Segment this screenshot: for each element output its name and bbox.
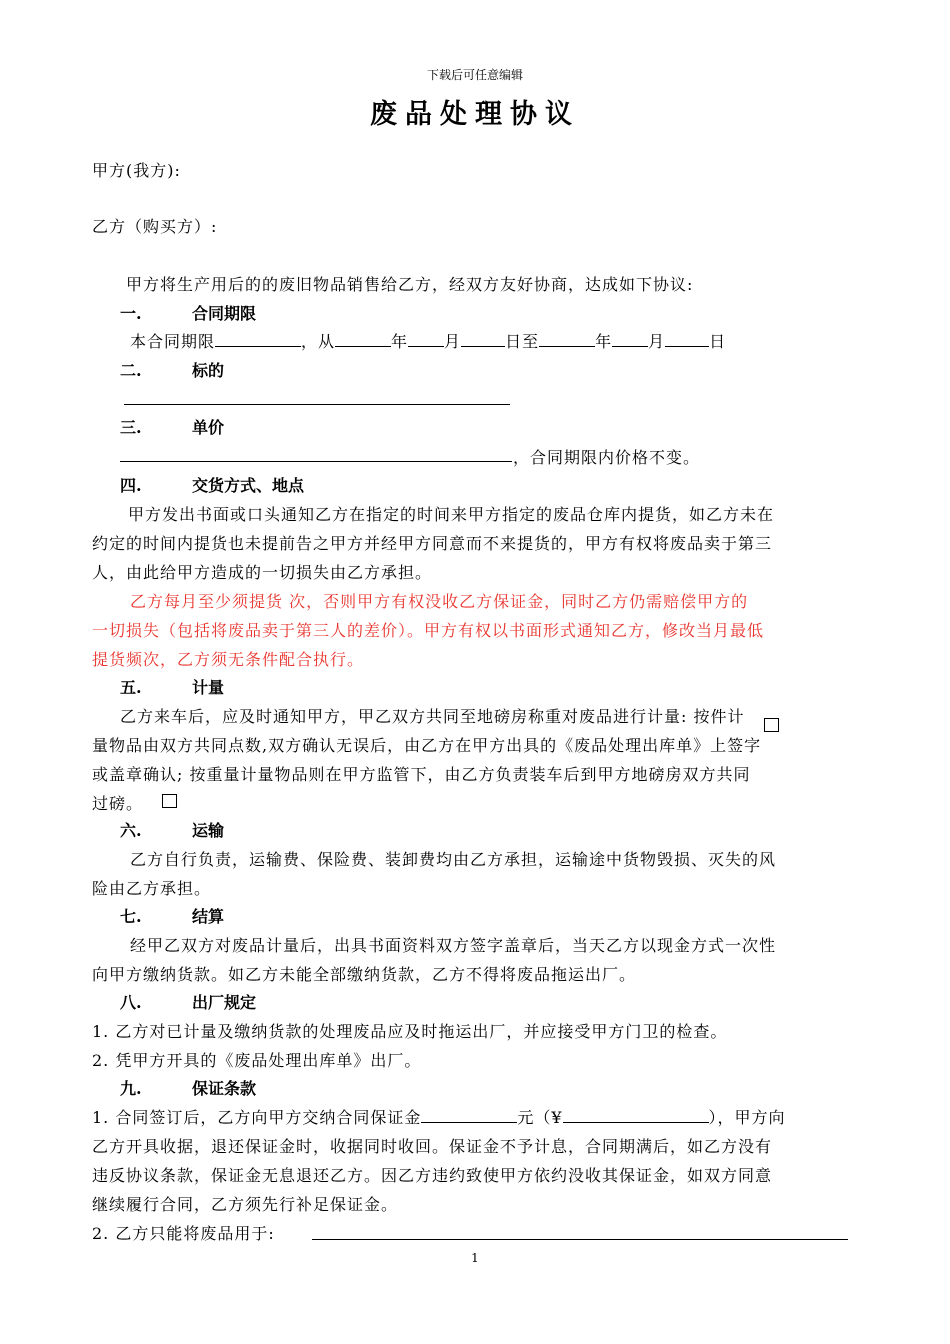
section-9-item-1-line-4: 继续履行合同，乙方须先行补足保证金。 [92,1195,399,1214]
deposit-amount-field[interactable] [421,1108,517,1123]
party-b-label: 乙方（购买方）: [92,217,218,236]
subject-blank-line[interactable] [124,404,510,405]
section-7-line-1: 经甲乙双方对废品计量后，出具书面资料双方签字盖章后，当天乙方以现金方式一次性 [130,936,777,955]
section-7-heading [120,904,224,927]
blank-field[interactable] [335,332,391,347]
section-number: 一. [120,304,142,323]
text: ），甲方向 [708,1108,786,1127]
section-9-item-1-line-2: 乙方开具收据，退还保证金时，收据同时收回。保证金不予计息，合同期满后，如乙方没有 [92,1137,773,1156]
blank-field[interactable] [461,332,505,347]
section-5-line-4: 过磅。 [92,794,144,813]
section-title: 计量 [192,678,225,697]
section-9-item-2: 2. 乙方只能将废品用于: [92,1224,275,1243]
checkbox[interactable] [162,794,177,808]
section-title: 出厂规定 [192,993,257,1012]
section-title: 合同期限 [192,304,257,323]
blank-field[interactable] [408,332,444,347]
section-title: 交货方式、地点 [192,476,305,495]
text: 年 [391,332,409,351]
usage-blank-line[interactable] [312,1239,848,1240]
intro-paragraph: 甲方将生产用后的的废旧物品销售给乙方，经双方友好协商，达成如下协议: [126,275,694,294]
section-number: 七. [120,907,142,926]
section-title: 保证条款 [192,1079,257,1098]
section-number: 五. [120,678,142,697]
section-3-heading [120,415,224,438]
section-title: 标的 [192,361,225,380]
text: 月 [444,332,462,351]
page-number: 1 [471,1251,479,1265]
section-5-line-1: 乙方来车后，应及时通知甲方，甲乙双方共同至地磅房称重对废品进行计量: 按件计 [120,707,745,726]
contract-period-line [130,329,726,352]
section-9-item-1-line-1 [92,1105,786,1128]
checkbox[interactable] [764,718,779,732]
section-4-red-line-2: 一切损失（包括将废品卖于第三人的差价）。甲方有权以书面形式通知乙方，修改当月最低 [92,621,765,640]
section-4-heading [120,473,304,496]
section-5-line-3: 或盖章确认; 按重量计量物品则在甲方监管下，由乙方负责装车后到甲方地磅房双方共同 [92,765,751,784]
section-2-heading [120,358,224,381]
unit-price-blank-line[interactable] [120,461,512,462]
section-5-heading [120,675,224,698]
text: 元（¥ [517,1108,563,1127]
section-number: 九. [120,1079,142,1098]
section-5-line-2: 量物品由双方共同点数,双方确认无误后，由乙方在甲方出具的《废品处理出库单》上签字 [92,736,762,755]
section-8-heading [120,990,256,1013]
section-6-heading [120,818,224,841]
section-number: 三. [120,418,142,437]
text: 本合同期限 [130,332,216,351]
text: 日 [709,332,727,351]
section-number: 六. [120,821,142,840]
section-title: 运输 [192,821,225,840]
section-8-item-2: 2. 凭甲方开具的《废品处理出库单》出厂。 [92,1051,422,1070]
section-4-red-line-3: 提货频次，乙方须无条件配合执行。 [92,650,365,669]
unit-price-tail: ，合同期限内价格不变。 [513,448,701,467]
section-title: 结算 [192,907,225,926]
blank-field[interactable] [215,332,301,347]
section-4-red-line-1: 乙方每月至少须提货 次，否则甲方有权没收乙方保证金，同时乙方仍需赔偿甲方的 [130,592,749,611]
blank-field[interactable] [612,332,648,347]
deposit-amount-numeric-field[interactable] [563,1108,709,1123]
blank-field[interactable] [665,332,709,347]
text: 月 [648,332,666,351]
section-6-line-1: 乙方自行负责，运输费、保险费、装卸费均由乙方承担，运输途中货物毁损、灭失的风 [130,850,777,869]
section-4-line-2: 约定的时间内提货也未提前告之甲方并经甲方同意而不来提货的，甲方有权将废品卖于第三 [92,534,773,553]
section-1-heading [120,301,256,324]
section-8-item-1: 1. 乙方对已计量及缴纳货款的处理废品应及时拖运出厂，并应接受甲方门卫的检查。 [92,1022,728,1041]
text: 日至 [505,332,540,351]
header-note: 下载后可任意编辑 [426,68,523,82]
section-7-line-2: 向甲方缴纳货款。如乙方未能全部缴纳货款，乙方不得将废品拖运出厂。 [92,965,637,984]
section-4-line-1: 甲方发出书面或口头通知乙方在指定的时间来甲方指定的废品仓库内提货，如乙方未在 [128,505,775,524]
section-number: 四. [120,476,142,495]
text: 1. 合同签订后，乙方向甲方交纳合同保证金 [92,1108,422,1127]
text: ，从 [301,332,336,351]
section-9-heading [120,1076,256,1099]
section-number: 二. [120,361,142,380]
party-a-label: 甲方(我方): [92,161,181,180]
section-title: 单价 [192,418,225,437]
section-4-line-3: 人，由此给甲方造成的一切损失由乙方承担。 [92,563,433,582]
text: 年 [595,332,613,351]
section-number: 八. [120,993,142,1012]
section-6-line-2: 险由乙方承担。 [92,879,212,898]
blank-field[interactable] [539,332,595,347]
section-9-item-1-line-3: 违反协议条款，保证金无息退还乙方。因乙方违约致使甲方依约没收其保证金，如双方同意 [92,1166,773,1185]
document-title: 废品处理协议 [370,99,580,130]
